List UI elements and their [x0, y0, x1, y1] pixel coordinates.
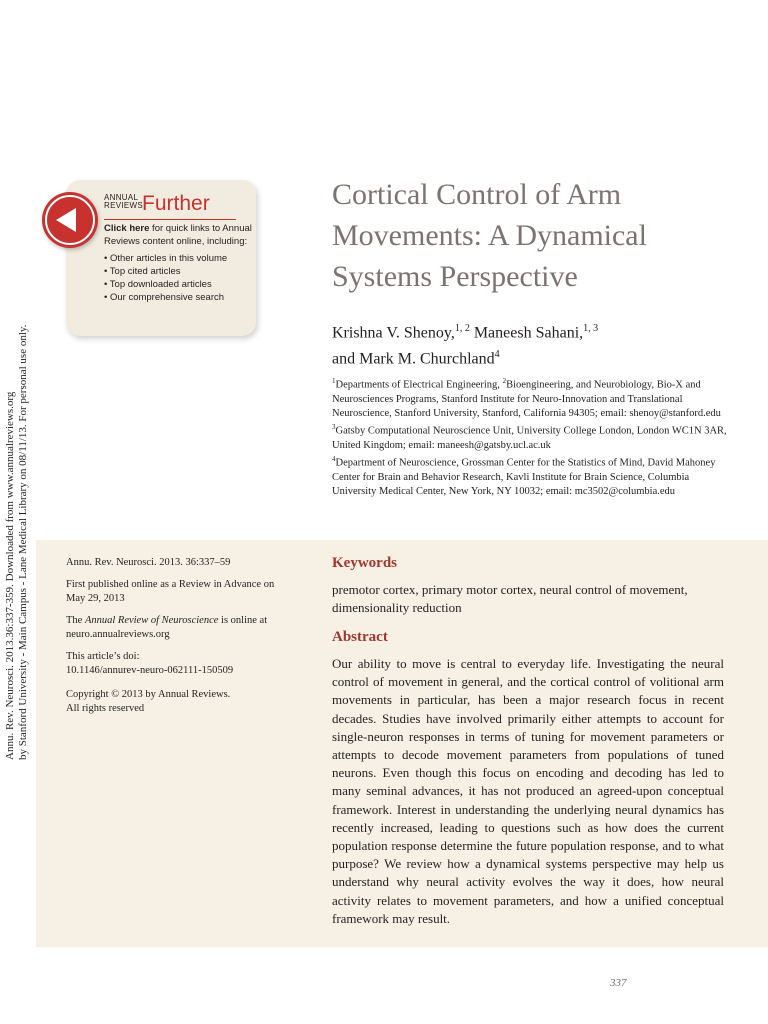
further-title: Further [142, 192, 210, 215]
keywords-text: premotor cortex, primary motor cortex, neural control of movement, dimensionality reduction [332, 582, 688, 615]
author-sahani: Maneesh Sahani, [469, 324, 584, 342]
link-other-articles[interactable]: • Other articles in this volume [104, 253, 228, 264]
keywords-heading: Keywords [332, 555, 397, 571]
annual-reviews-logo: ANNUAL REVIEWS [104, 193, 143, 210]
link-top-cited[interactable]: • Top cited articles [104, 266, 181, 277]
authors: Krishna V. Shenoy,$^{1, 2}$ Maneesh Sahani,$^{1, 3}$ and Mark M. Churchland$^4$ [332, 323, 599, 368]
link-search[interactable]: • Our comprehensive search [104, 292, 225, 303]
download-watermark [0, 0, 36, 1024]
paper-title: Cortical Control of Arm Movements: A Dynamical Systems Perspective [332, 178, 647, 293]
author-churchland: and Mark M. Churchland [332, 350, 495, 368]
abstract-text: Our ability to move is central to everyday life. Investigating the neural control of movement in general, and the cortical control of volitional arm movements in particular, has been a major research focus in recent decades. Studies have involved primarily either attempts to account for single-neuron responses in terms of tuning for movement parameters or attempts to decode movement parameters from populations of tuned neurons. Even though this focus on encoding and decoding has led to many seminal advances, it has not produced an agreed-upon conceptual framework. Interest in understanding the underlying neural dynamics has recently increased, leading to questions such as how does the current population response determine the future population response, and to what purpose? We review how a dynamical systems perspective may help us understand why neural activity evolves the way it does, how neural activity relates to movement parameters, and how a unified conceptual framework may result. [332, 656, 724, 926]
affiliation-1: $^1$Departments of Electrical Engineering, $^2$Bioengineering, and Neurobiology, Bio-X and Neurosciences Programs, Stanford Institute for Neuro-Innovation and Translational Neuroscience, Stanford University, Stanford, California 94305; email: shenoy@stanford.edu [332, 377, 721, 419]
first-published: First published online as a Review in Advance on May 29, 2013 [66, 579, 275, 604]
doi-link[interactable]: 10.1146/annurev-neuro-062111-150509 [66, 665, 234, 676]
click-here-link[interactable]: Click here [104, 223, 150, 234]
back-arrow-icon[interactable] [42, 192, 98, 248]
watermark-line-2: by Stanford University - Main Campus - Lane Medical Library on 08/11/13. For personal use only. [17, 324, 29, 760]
online-info: The Annual Review of Neuroscience is online at neuro.annualreviews.org [66, 615, 268, 640]
further-links [104, 252, 252, 304]
affiliation-3: $^3$Gatsby Computational Neuroscience Unit, University College London, London WC1N 3AR, United Kingdom; email: maneesh@gatsby.ucl.ac.uk [332, 423, 727, 451]
watermark-line-1: Annu. Rev. Neurosci. 2013.36:337-359. Downloaded from www.annualreviews.org [4, 391, 16, 760]
further-divider [104, 219, 236, 220]
link-top-downloaded[interactable]: • Top downloaded articles [104, 279, 212, 290]
author-shenoy: Krishna V. Shenoy, [332, 324, 455, 342]
copyright: Copyright © 2013 by Annual Reviews. All rights reserved [66, 689, 231, 714]
citation: Annu. Rev. Neurosci. 2013. 36:337–59 [66, 557, 231, 568]
affiliation-4: $^4$Department of Neuroscience, Grossman Center for the Statistics of Mind, David Mahoney Center for Brain and Behavior Research, Kavli Institute for Brain Science, Columbia University Medical Center, New York, NY 10032; email: mc3502@columbia.edu [332, 455, 716, 497]
further-header [104, 194, 210, 214]
doi-block: This article’s doi: 10.1146/annurev-neuro-062111-150509 [66, 651, 234, 676]
further-text: Click here for quick links to Annual Reviews content online, including: • Other articles in this volume • Top cited articles • Top downloaded articles • Our comprehensive search [104, 223, 252, 303]
page-number: 337 [610, 977, 627, 989]
abstract-heading: Abstract [332, 629, 388, 645]
